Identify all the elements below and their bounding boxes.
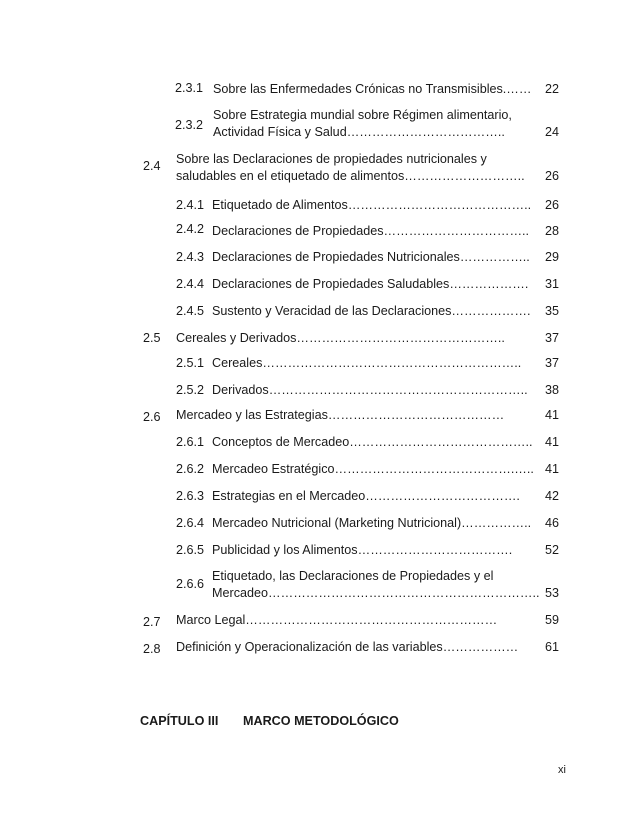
toc-entry-page: 22 (544, 82, 559, 96)
toc-entry-title-continued: Mercadeo……………………………………………………….. (212, 586, 540, 600)
toc-entry-number: 2.6.5 (176, 543, 205, 557)
chapter-label: CAPÍTULO III (140, 714, 219, 728)
toc-entry-page: 37 (544, 331, 559, 345)
toc-entry-number: 2.3.1 (175, 81, 204, 95)
toc-entry-page: 42 (544, 489, 559, 503)
toc-entry-page: 41 (544, 408, 559, 422)
toc-entry-page: 61 (544, 640, 559, 654)
toc-entry-title: Declaraciones de Propiedades Saludables………………. (212, 277, 529, 291)
toc-entry-title: Mercadeo Nutricional (Marketing Nutricional)…………….. (212, 516, 532, 530)
toc-entry-title: Derivados…………………………………………………….. (212, 383, 528, 397)
toc-entry-number: 2.6 (143, 410, 161, 424)
page-number: xi (558, 764, 566, 776)
toc-entry-number: 2.6.4 (176, 516, 205, 530)
toc-entry-number: 2.4.4 (176, 277, 205, 291)
toc-entry-number: 2.6.2 (176, 462, 205, 476)
toc-entry-title: Sustento y Veracidad de las Declaraciones………………. (212, 304, 531, 318)
toc-entry-page: 41 (544, 435, 559, 449)
toc-entry-number: 2.4.2 (176, 222, 205, 236)
toc-entry-title-continued: saludables en el etiquetado de alimentos……………………….. (176, 169, 525, 183)
toc-entry-number: 2.3.2 (175, 118, 204, 132)
toc-entry-title: Etiquetado, las Declaraciones de Propiedades y el (212, 569, 494, 583)
toc-entry-number: 2.5.1 (176, 356, 205, 370)
toc-entry-title: Estrategias en el Mercadeo………………………………. (212, 489, 520, 503)
toc-entry-number: 2.4.5 (176, 304, 205, 318)
toc-entry-page: 41 (544, 462, 559, 476)
toc-entry-title: Sobre las Enfermedades Crónicas no Transmisibles.…… (213, 82, 532, 96)
toc-entry-title: Marco Legal…………………………………………………… (176, 613, 498, 627)
toc-entry-page: 46 (544, 516, 559, 530)
toc-entry-number: 2.4.1 (176, 198, 205, 212)
toc-entry-title-continued: Actividad Física y Salud……………………………….. (213, 125, 505, 139)
toc-entry-number: 2.8 (143, 642, 161, 656)
toc-entry-number: 2.7 (143, 615, 161, 629)
toc-entry-title: Mercadeo Estratégico…………………………………….….. (212, 462, 534, 476)
toc-entry-page: 38 (544, 383, 559, 397)
toc-entry-page: 24 (544, 125, 559, 139)
toc-entry-number: 2.6.3 (176, 489, 205, 503)
toc-entry-page: 29 (544, 250, 559, 264)
chapter-title: MARCO METODOLÓGICO (243, 714, 399, 728)
toc-entry-page: 37 (544, 356, 559, 370)
toc-entry-title: Cereales…………………………………………………….. (212, 356, 522, 370)
toc-entry-title: Mercadeo y las Estrategias…………………………………… (176, 408, 505, 422)
toc-entry-title: Conceptos de Mercadeo…………………………………….. (212, 435, 533, 449)
toc-entry-title: Sobre las Declaraciones de propiedades nutricionales y (176, 152, 487, 166)
toc-entry-page: 31 (544, 277, 559, 291)
toc-entry-number: 2.4.3 (176, 250, 205, 264)
toc-entry-number: 2.6.6 (176, 577, 205, 591)
toc-entry-page: 26 (544, 169, 559, 183)
toc-entry-page: 28 (544, 224, 559, 238)
toc-entry-number: 2.6.1 (176, 435, 205, 449)
toc-entry-page: 35 (544, 304, 559, 318)
toc-entry-page: 59 (544, 613, 559, 627)
toc-entry-title: Definición y Operacionalización de las variables……………… (176, 640, 519, 654)
toc-entry-number: 2.5 (143, 331, 161, 345)
toc-entry-title: Declaraciones de Propiedades…………………………….. (212, 224, 530, 238)
toc-entry-title: Etiquetado de Alimentos…………………………………….. (212, 198, 532, 212)
toc-entry-title: Sobre Estrategia mundial sobre Régimen alimentario, (213, 108, 512, 122)
toc-entry-page: 53 (544, 586, 559, 600)
toc-entry-number: 2.4 (143, 159, 161, 173)
toc-entry-title: Publicidad y los Alimentos………………………………. (212, 543, 513, 557)
toc-entry-page: 26 (544, 198, 559, 212)
toc-entry-title: Cereales y Derivados………………………………………….. (176, 331, 505, 345)
toc-entry-page: 52 (544, 543, 559, 557)
toc-entry-number: 2.5.2 (176, 383, 205, 397)
toc-entry-title: Declaraciones de Propiedades Nutricionales…………….. (212, 250, 530, 264)
